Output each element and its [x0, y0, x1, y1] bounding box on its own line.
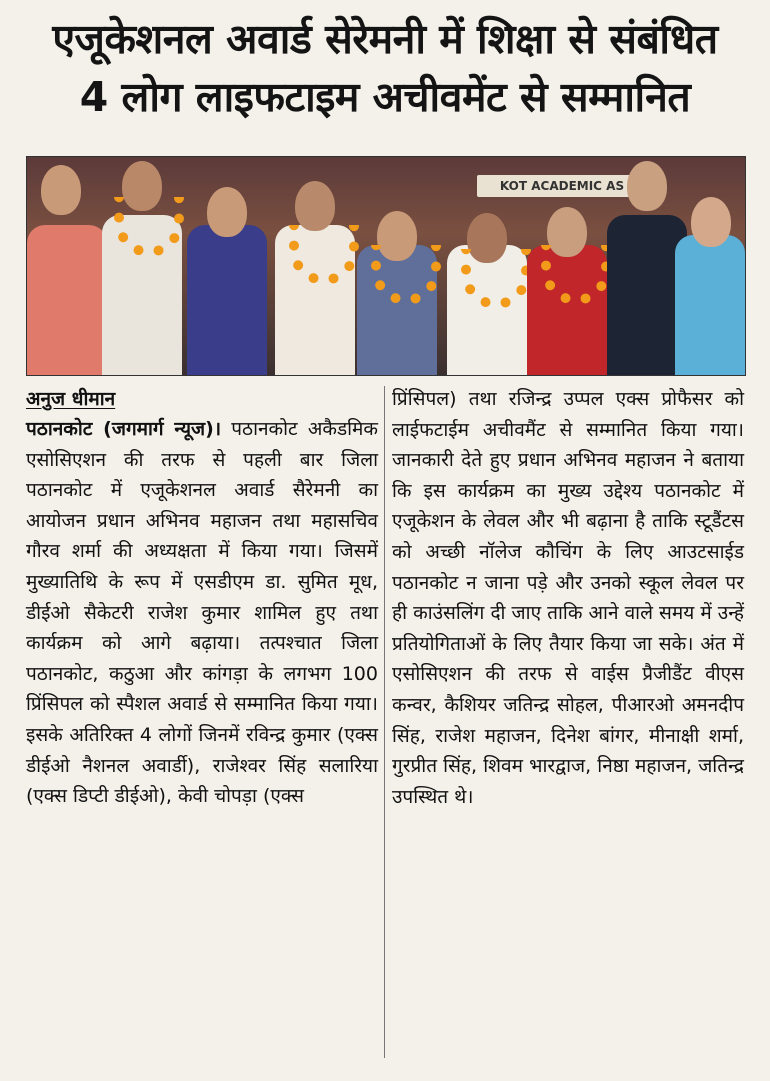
dateline: पठानकोट (जगमार्ग न्यूज)। — [26, 418, 222, 440]
person-figure — [527, 157, 607, 375]
person-figure — [27, 157, 107, 375]
headline-line-2: 4 लोग लाइफटाइम अचीवमेंट से सम्मानित — [79, 73, 691, 121]
news-photo — [26, 156, 746, 376]
article-left-paragraph: पठानकोट अकैडमिक एसोसिएशन की तरफ से पहली बार जिला पठानकोट में एजूकेशनल अवार्ड सैरेमनी का आयोजन प्रधान अभिनव महाजन तथा महासचिव गौरव शर्मा की अध्यक्षता में किया गया। जिसमें मुख्यातिथि के रूप में एसडीएम डा. सुमित मूध, डीईओ सैकेटरी राजेश कुमार शामिल हुए तथा कार्यक्रम को आगे बढ़ाया। तत्पश्चात जिला पठानकोट, कठुआ और कांगड़ा के लगभग 100 प्रिंसिपल को स्पैशल अवार्ड से सम्मानित किया गया। इसके अतिरिक्त 4 लोगों जिनमें रविन्द्र कुमार (एक्स डीईओ नैशनल अवार्डी), राजेश्वर सिंह सलारिया (एक्स डिप्टी डीईओ), केवी चोपड़ा (एक्स — [26, 418, 378, 808]
person-figure — [357, 157, 437, 375]
byline: अनुज धीमान — [26, 388, 116, 410]
article-right-paragraph: प्रिंसिपल) तथा रजिन्द्र उप्पल एक्स प्रोफैसर को लाईफटाईम अचीवमैंट से सम्मानित किया गया। जानकारी देते हुए प्रधान अभिनव महाजन ने बताया कि इस कार्यक्रम का मुख्य उद्देश्य पठानकोट में एजूकेशन के लेवल और भी बढ़ाना है ताकि स्टूडैंटस को अच्छी नॉलेज कौचिंग के लिए आउटसाईड पठानकोट न जाना पड़े और उनको स्कूल लेवल पर ही काउंसलिंग दी जाए ताकि आने वाले समय में उन्हें प्रतियोगिताओं के लिए तैयार किया जा सके। अंत में एसोसिएशन की तरफ से वाईस प्रैजीडैंट वीएस कन्वर, कैशियर जतिन्द्र सोहल, पीआरओ अमनदीप सिंह, राजेश महाजन, दिनेश बांगर, मीनाक्षी शर्मा, गुरप्रीत सिंह, शिवम भारद्वाज, निष्ठा महाजन, जतिन्द्र उपस्थित थे। — [392, 388, 744, 808]
article-body — [26, 384, 744, 1064]
article-left-text — [26, 414, 378, 812]
article-column-right — [392, 384, 744, 812]
person-figure — [447, 157, 527, 375]
person-figure — [187, 157, 267, 375]
headline-line-1: एजूकेशनल अवार्ड सेरेमनी में शिक्षा से संबंधित — [52, 15, 718, 63]
person-figure — [675, 157, 745, 375]
person-figure — [275, 157, 355, 375]
column-divider — [384, 386, 385, 1058]
person-figure — [102, 157, 182, 375]
article-column-left — [26, 384, 378, 812]
headline — [0, 10, 770, 126]
photo-banner: KOT ACADEMIC AS — [477, 175, 647, 197]
